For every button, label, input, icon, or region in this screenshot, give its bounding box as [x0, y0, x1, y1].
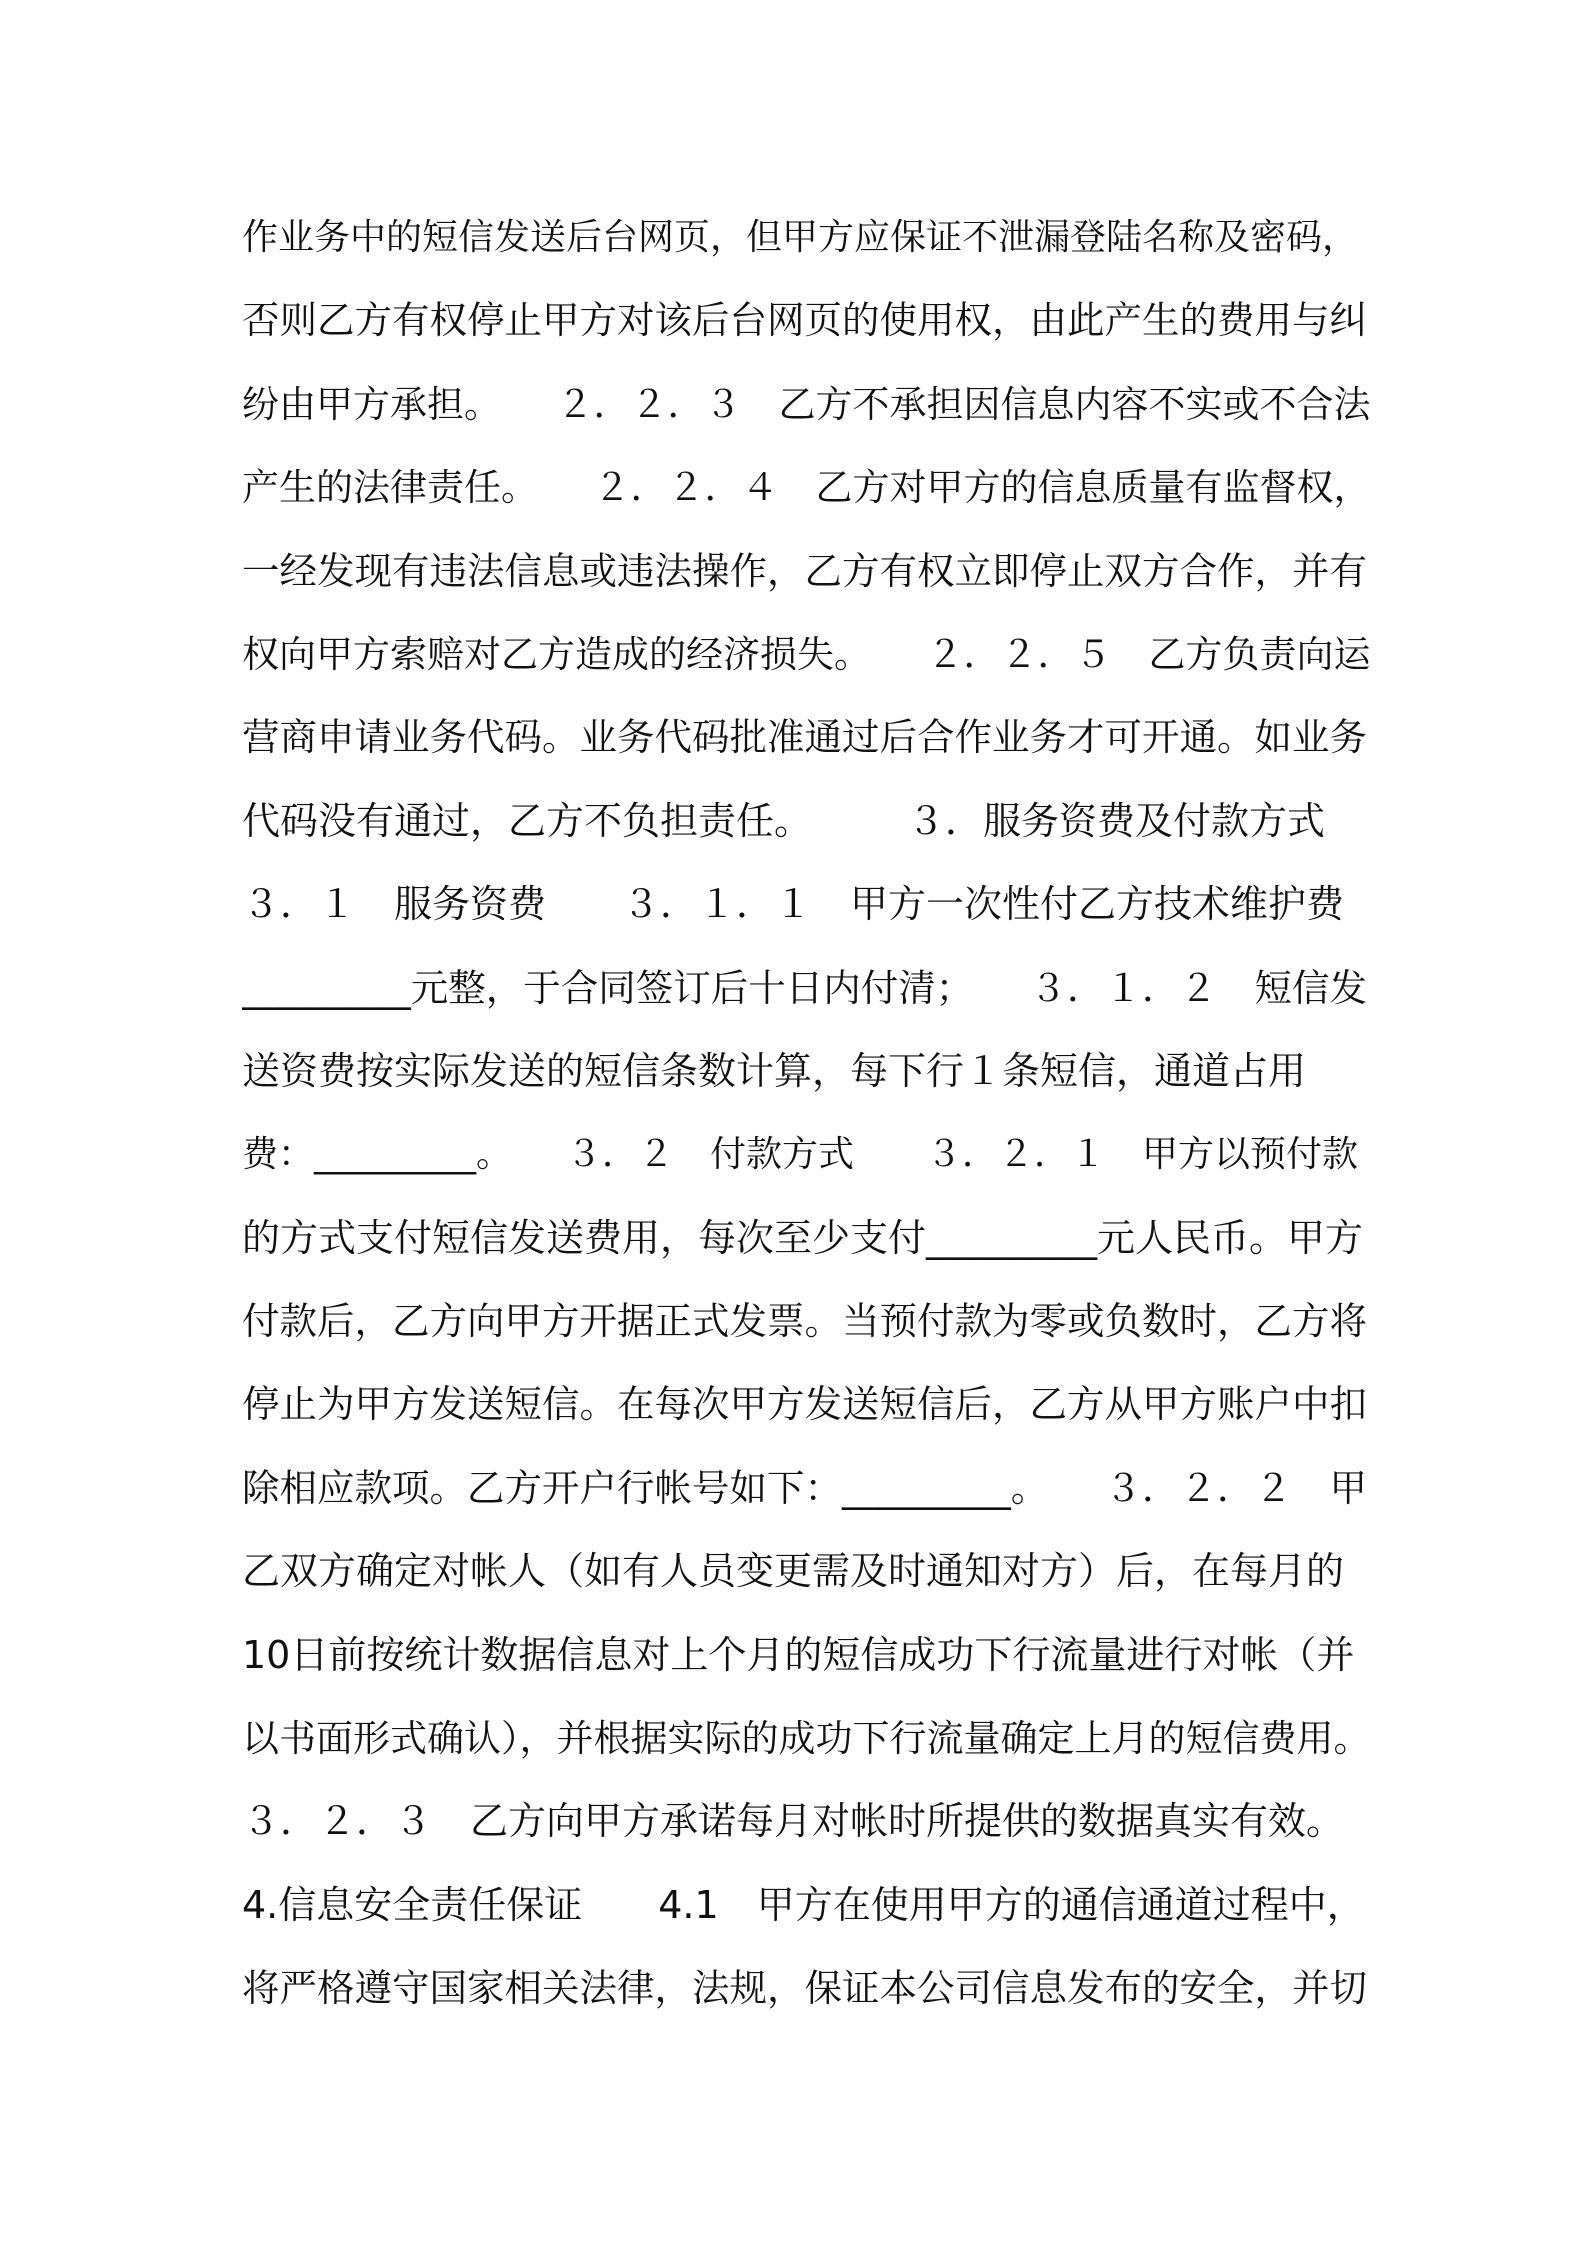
text-line: 代码没有通过，乙方不负担责任。 ３．服务资费及付款方式 [242, 798, 1326, 843]
text-line: 送资费按实际发送的短信条数计算，每下行１条短信，通道占用 [242, 1048, 1307, 1093]
text-line: 权向甲方索赔对乙方造成的经济损失。 ２．２．５ 乙方负责向运 [242, 632, 1371, 676]
text-line: 停止为甲方发送短信。在每次甲方发送短信后，乙方从甲方账户中扣 [242, 1382, 1367, 1427]
text-line: 10日前按统计数据信息对上个月的短信成功下行流量进行对帐（并 [242, 1632, 1355, 1677]
contract-text [242, 196, 1372, 2031]
text-line: 费：_________。 ３．２ 付款方式 ３．２．１ 甲方以预付款 [242, 1134, 1359, 1176]
text-line: 将严格遵守国家相关法律，法规，保证本公司信息发布的安全，并切 [242, 1966, 1367, 2011]
text-line: _________元整，于合同签订后十日内付清； ３．１．２ 短信发 [242, 965, 1367, 1010]
text-line: 乙双方确定对帐人（如有人员变更需及时通知对方）后，在每月的 [242, 1549, 1345, 1594]
text-line: 纷由甲方承担。 ２．２．３ 乙方不承担因信息内容不实或不合法 [242, 382, 1371, 426]
text-line: 产生的法律责任。 ２．２．４ 乙方对甲方的信息质量有监督权， [242, 466, 1371, 510]
text-line: 4.信息安全责任保证 4.1 甲方在使用甲方的通信通道过程中， [242, 1882, 1365, 1927]
text-line: ３．２．３ 乙方向甲方承诺每月对帐时所提供的数据真实有效。 [242, 1799, 1345, 1844]
text-line: ３．１ 服务资费 ３．１．１ 甲方一次性付乙方技术维护费 [242, 882, 1345, 927]
text-line: 营商申请业务代码。业务代码批准通过后合作业务才可开通。如业务 [242, 715, 1367, 760]
text-line: 的方式支付短信发送费用，每次至少支付_________元人民币。甲方 [242, 1215, 1364, 1260]
text-line: 付款后，乙方向甲方开据正式发票。当预付款为零或负数时，乙方将 [242, 1299, 1367, 1344]
text-line: 否则乙方有权停止甲方对该后台网页的使用权，由此产生的费用与纠 [242, 298, 1367, 343]
text-line: 作业务中的短信发送后台网页，但甲方应保证不泄漏登陆名称及密码， [242, 217, 1359, 258]
text-line: 以书面形式确认），并根据实际的成功下行流量确定上月的短信费用。 [242, 1717, 1371, 1761]
text-line: 除相应款项。乙方开户行帐号如下：_________。 ３．２．２ 甲 [242, 1465, 1367, 1510]
text-line: 一经发现有违法信息或违法操作，乙方有权立即停止双方合作，并有 [242, 548, 1367, 593]
